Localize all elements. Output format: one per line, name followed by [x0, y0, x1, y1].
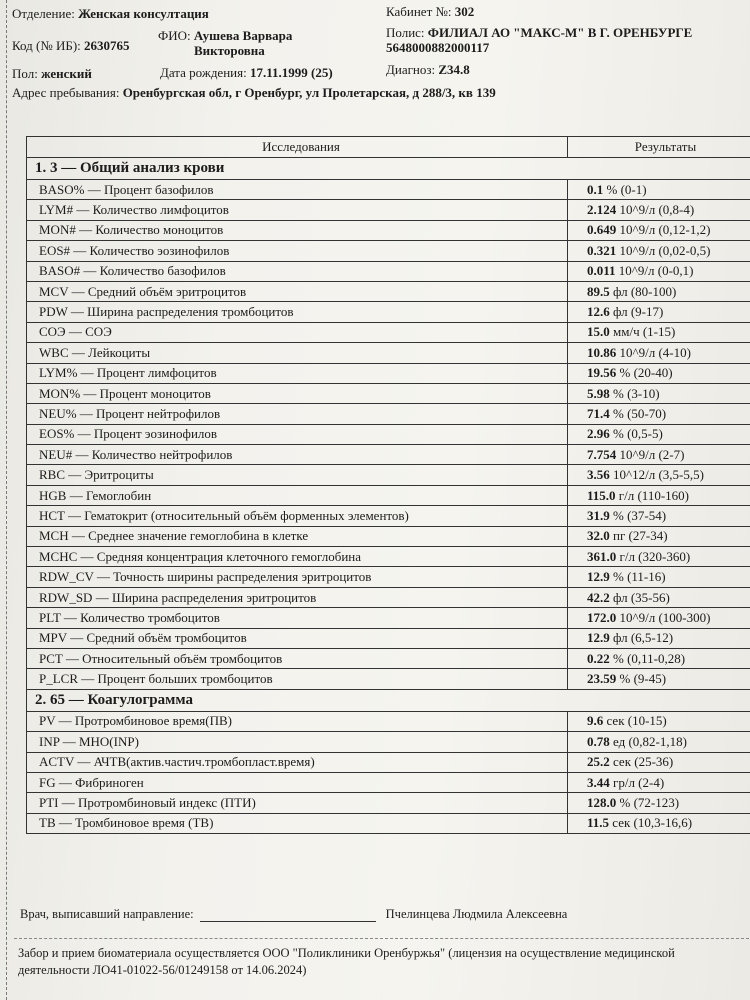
table-row — [27, 669, 750, 689]
test-result — [568, 772, 750, 792]
policy-row — [386, 25, 692, 41]
result-value: 19.56 — [587, 365, 617, 381]
test-result — [568, 711, 750, 731]
test-result — [568, 732, 750, 752]
table-row — [27, 302, 750, 322]
col-research-header: Исследования — [27, 137, 568, 158]
result-unit-range: 10^9/л (0,8-4) — [616, 202, 695, 218]
table-row — [27, 711, 750, 731]
table-row — [27, 813, 750, 833]
results-body — [27, 158, 750, 834]
test-name: MON# — Количество моноцитов — [27, 220, 568, 240]
col-results-header: Результаты — [568, 137, 750, 158]
table-row — [27, 567, 750, 587]
fio-row2 — [194, 43, 265, 59]
test-name: HGB — Гемоглобин — [27, 485, 568, 505]
fio-line2: Викторовна — [194, 43, 265, 58]
test-result — [568, 669, 750, 689]
table-row — [27, 772, 750, 792]
birth-label: Дата рождения: — [160, 65, 247, 80]
result-unit-range: гр/л (2-4) — [609, 774, 665, 790]
doctor-name: Пчелинцева Людмила Алексеевна — [385, 907, 568, 921]
table-row — [27, 648, 750, 668]
test-name: RBC — Эритроциты — [27, 465, 568, 485]
result-unit-range: % (0,11-0,28) — [609, 650, 686, 666]
test-result — [568, 567, 750, 587]
result-unit-range: г/л (110-160) — [615, 487, 689, 503]
test-name: RDW_CV — Точность ширины распределения эритроцитов — [27, 567, 568, 587]
result-unit-range: сек (25-36) — [609, 754, 674, 770]
test-name: EOS# — Количество эозинофилов — [27, 241, 568, 261]
test-name: EOS% — Процент эозинофилов — [27, 424, 568, 444]
test-result — [568, 180, 750, 200]
test-name: MCH — Среднее значение гемоглобина в клетке — [27, 526, 568, 546]
test-result — [568, 465, 750, 485]
note-line1: Забор и прием биоматериала осуществляется ООО "Поликлиники Оренбуржья" (лицензия на осуществление медицинской — [18, 946, 675, 960]
fio-line1: Аушева Варвара — [193, 28, 293, 43]
test-result — [568, 261, 750, 281]
cabinet-value: 302 — [454, 4, 475, 19]
cabinet-label: Кабинет №: — [386, 4, 452, 19]
diagnosis-value: Z34.8 — [438, 62, 470, 77]
test-name: MON% — Процент моноцитов — [27, 383, 568, 403]
policy-label: Полис: — [386, 25, 425, 40]
result-unit-range: фл (9-17) — [609, 304, 664, 320]
table-row — [27, 465, 750, 485]
result-unit-range: ед (0,82-1,18) — [609, 733, 687, 749]
doctor-label: Врач, выписавший направление: — [20, 907, 194, 921]
table-row — [27, 180, 750, 200]
diagnosis-label: Диагноз: — [386, 62, 436, 77]
result-unit-range: 10^12/л (3,5-5,5) — [609, 467, 704, 483]
result-value: 0.78 — [587, 733, 610, 749]
test-name: СОЭ — СОЭ — [27, 322, 568, 342]
test-name: FG — Фибриноген — [27, 772, 568, 792]
cabinet-row — [386, 4, 474, 20]
result-value: 12.6 — [587, 304, 610, 320]
test-result — [568, 793, 750, 813]
code-row — [12, 38, 130, 54]
policy-line1: ФИЛИАЛ АО "МАКС-М" В Г. ОРЕНБУРГЕ — [427, 25, 693, 40]
table-row — [27, 241, 750, 261]
table-row — [27, 404, 750, 424]
test-name: MCV — Средний объём эритроцитов — [27, 281, 568, 301]
result-value: 23.59 — [587, 671, 617, 687]
address-value: Оренбургская обл, г Оренбург, ул Пролетарская, д 288/3, кв 139 — [122, 85, 496, 100]
test-result — [568, 485, 750, 505]
result-value: 12.9 — [587, 630, 610, 646]
fio-label: ФИО: — [158, 28, 191, 43]
table-row — [27, 261, 750, 281]
test-name: NEU# — Количество нейтрофилов — [27, 445, 568, 465]
result-value: 42.2 — [587, 589, 610, 605]
results-table — [26, 136, 750, 834]
table-row — [27, 752, 750, 772]
doctor-row — [20, 907, 567, 922]
table-row — [27, 587, 750, 607]
test-name: INP — МНО(INP) — [27, 732, 568, 752]
table-row — [27, 732, 750, 752]
test-result — [568, 445, 750, 465]
table-row — [27, 424, 750, 444]
table-row — [27, 363, 750, 383]
policy-line2: 5648000882000117 — [386, 40, 490, 55]
table-row — [27, 793, 750, 813]
test-name: HCT — Гематокрит (относительный объём форменных элементов) — [27, 506, 568, 526]
test-result — [568, 322, 750, 342]
test-name: RDW_SD — Ширина распределения эритроцитов — [27, 587, 568, 607]
test-result — [568, 813, 750, 833]
result-value: 0.011 — [587, 263, 616, 279]
test-name: PTI — Протромбиновый индекс (ПТИ) — [27, 793, 568, 813]
test-name: NEU% — Процент нейтрофилов — [27, 404, 568, 424]
table-row — [27, 200, 750, 220]
department-value: Женская консултация — [78, 6, 209, 21]
result-unit-range: 10^9/л (0,02-0,5) — [616, 242, 711, 258]
test-result — [568, 363, 750, 383]
test-result — [568, 241, 750, 261]
test-name: P_LCR — Процент больших тромбоцитов — [27, 669, 568, 689]
result-unit-range: сек (10,3-16,6) — [609, 815, 693, 831]
section-title: 2. 65 — Коагулограмма — [27, 689, 750, 711]
result-unit-range: % (20-40) — [616, 365, 673, 381]
result-value: 71.4 — [587, 405, 610, 421]
result-value: 2.124 — [587, 202, 617, 218]
table-row — [27, 608, 750, 628]
test-result — [568, 302, 750, 322]
result-value: 172.0 — [587, 609, 617, 625]
test-result — [568, 343, 750, 363]
result-value: 0.321 — [587, 242, 617, 258]
test-result — [568, 383, 750, 403]
result-unit-range: % (50-70) — [609, 405, 667, 421]
table-row — [27, 445, 750, 465]
result-unit-range: сек (10-15) — [603, 713, 667, 729]
result-value: 10.86 — [587, 344, 617, 360]
result-unit-range: фл (6,5-12) — [609, 630, 674, 646]
table-row — [27, 281, 750, 301]
result-value: 11.5 — [587, 815, 610, 831]
test-name: MCHC — Средняя концентрация клеточного гемоглобина — [27, 547, 568, 567]
table-row — [27, 322, 750, 342]
result-value: 2.96 — [587, 426, 610, 442]
test-name: PCT — Относительный объём тромбоцитов — [27, 648, 568, 668]
sex-value: женский — [41, 66, 92, 81]
result-value: 128.0 — [587, 795, 617, 811]
table-row — [27, 628, 750, 648]
result-unit-range: % (3-10) — [609, 385, 660, 401]
table-header-row — [27, 137, 750, 158]
test-name: LYM% — Процент лимфоцитов — [27, 363, 568, 383]
diagnosis-row — [386, 62, 470, 78]
footer-divider — [14, 938, 750, 939]
code-value: 2630765 — [84, 38, 130, 53]
signature-line — [200, 909, 376, 922]
result-value: 32.0 — [587, 528, 610, 544]
test-result — [568, 424, 750, 444]
test-result — [568, 547, 750, 567]
result-value: 15.0 — [587, 324, 610, 340]
test-name: PLT — Количество тромбоцитов — [27, 608, 568, 628]
test-result — [568, 628, 750, 648]
section-row — [27, 689, 750, 711]
table-row — [27, 526, 750, 546]
test-name: BASO% — Процент базофилов — [27, 180, 568, 200]
result-value: 0.22 — [587, 650, 610, 666]
result-unit-range: % (0-1) — [603, 181, 647, 197]
test-result — [568, 506, 750, 526]
table-row — [27, 383, 750, 403]
result-unit-range: % (72-123) — [616, 795, 680, 811]
section-row — [27, 158, 750, 180]
birth-value: 17.11.1999 (25) — [249, 65, 333, 80]
fio-row — [158, 28, 292, 44]
note-line2: деятельности ЛО41-01022-56/01249158 от 14.06.2024) — [18, 963, 307, 977]
test-name: PV — Протромбиновое время(ПВ) — [27, 711, 568, 731]
department-row — [12, 6, 209, 22]
test-name: MPV — Средний объём тромбоцитов — [27, 628, 568, 648]
result-unit-range: 10^9/л (4-10) — [616, 344, 691, 360]
result-unit-range: % (11-16) — [609, 569, 666, 585]
table-row — [27, 485, 750, 505]
result-value: 0.1 — [587, 181, 604, 197]
result-unit-range: 10^9/л (0,12-1,2) — [616, 222, 711, 238]
test-name: WBC — Лейкоциты — [27, 343, 568, 363]
result-value: 12.9 — [587, 569, 610, 585]
test-name: PDW — Ширина распределения тромбоцитов — [27, 302, 568, 322]
test-name: BASO# — Количество базофилов — [27, 261, 568, 281]
table-row — [27, 220, 750, 240]
result-unit-range: фл (80-100) — [609, 283, 677, 299]
department-label: Отделение: — [12, 6, 75, 21]
policy-row2 — [386, 40, 489, 56]
result-unit-range: мм/ч (1-15) — [609, 324, 676, 340]
result-value: 9.6 — [587, 713, 604, 729]
result-unit-range: % (9-45) — [616, 671, 667, 687]
test-result — [568, 404, 750, 424]
address-label: Адрес пребывания: — [12, 85, 120, 100]
result-unit-range: % (37-54) — [609, 507, 667, 523]
result-value: 361.0 — [587, 548, 617, 564]
result-value: 115.0 — [587, 487, 616, 503]
result-value: 0.649 — [587, 222, 617, 238]
result-value: 5.98 — [587, 385, 610, 401]
table-row — [27, 506, 750, 526]
result-unit-range: г/л (320-360) — [616, 548, 691, 564]
test-result — [568, 281, 750, 301]
birth-row — [160, 65, 333, 81]
result-unit-range: 10^9/л (0-0,1) — [615, 263, 694, 279]
table-row — [27, 343, 750, 363]
section-title: 1. 3 — Общий анализ крови — [27, 158, 750, 180]
sex-row — [12, 66, 92, 82]
test-result — [568, 220, 750, 240]
result-value: 3.56 — [587, 467, 610, 483]
test-name: ACTV — АЧТВ(актив.частич.тромбопласт.время) — [27, 752, 568, 772]
test-result — [568, 200, 750, 220]
perforation-line — [6, 0, 7, 1000]
result-value: 7.754 — [587, 446, 617, 462]
result-value: 25.2 — [587, 754, 610, 770]
address-row — [12, 85, 496, 101]
table-row — [27, 547, 750, 567]
sex-label: Пол: — [12, 66, 38, 81]
result-unit-range: фл (35-56) — [609, 589, 670, 605]
result-value: 89.5 — [587, 283, 610, 299]
test-result — [568, 752, 750, 772]
test-name: TB — Тромбиновое время (ТВ) — [27, 813, 568, 833]
result-value: 31.9 — [587, 507, 610, 523]
code-label: Код (№ ИБ): — [12, 38, 81, 53]
test-result — [568, 648, 750, 668]
result-unit-range: % (0,5-5) — [609, 426, 663, 442]
result-unit-range: 10^9/л (2-7) — [616, 446, 685, 462]
result-unit-range: пг (27-34) — [609, 528, 668, 544]
test-result — [568, 587, 750, 607]
test-result — [568, 608, 750, 628]
result-value: 3.44 — [587, 774, 610, 790]
test-name: LYM# — Количество лимфоцитов — [27, 200, 568, 220]
test-result — [568, 526, 750, 546]
result-unit-range: 10^9/л (100-300) — [616, 609, 711, 625]
